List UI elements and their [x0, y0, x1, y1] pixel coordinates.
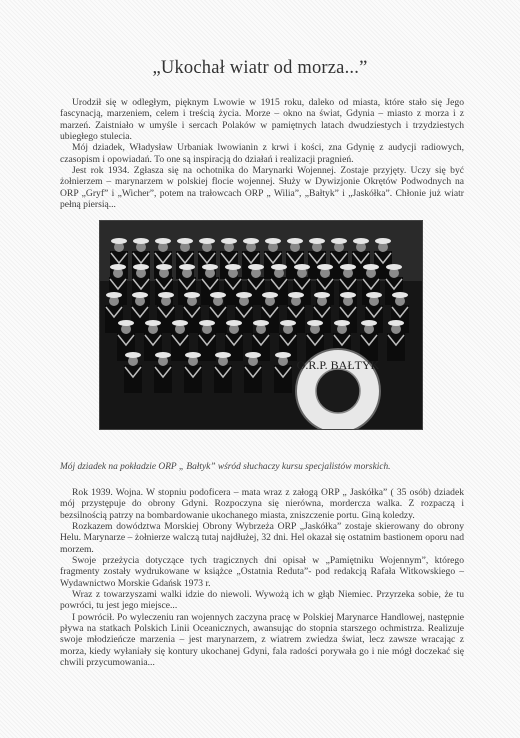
- paragraph: Jest rok 1934. Zgłasza się na ochotnika do Marynarki Wojennej. Zostaje przyjęty. Uczy się być żołnierzem – marynarzem w polskiej flocie wojennej. Służy w Dywizjonie Okrętów Podwodnych na ORP „Gryf” i „Wicher”, potem na trałowcach ORP „ Wilia”, „Bałtyk” i „Jaskółka”. Chłonie już wiatr pełną piersią...: [60, 165, 464, 211]
- crew-photo-illustration: [100, 221, 422, 429]
- sailor-cap: [155, 238, 171, 244]
- sailor-cap: [185, 352, 201, 358]
- sailor-cap: [210, 292, 226, 298]
- sailor-cap: [106, 292, 122, 298]
- story-text-block: [60, 487, 464, 669]
- sailor-cap: [386, 264, 402, 270]
- sailor-cap: [314, 292, 330, 298]
- paragraph: Rozkazem dowództwa Morskiej Obrony Wybrzeża ORP „Jaskółka” zostaje skierowany do obrony Helu. Marynarze – żołnierze walczą tutaj najdłużej, 32 dni. Hel okazał się ostatnim bastionem oporu nad morzem.: [60, 521, 464, 555]
- intro-text-block: [60, 97, 464, 210]
- sailor-cap: [248, 264, 264, 270]
- sailor-cap: [288, 292, 304, 298]
- sailor-cap: [280, 320, 296, 326]
- sailor-cap: [145, 320, 161, 326]
- sailor-cap: [392, 292, 408, 298]
- paragraph: Mój dziadek, Władysław Urbaniak lwowianin z krwi i kości, zna Gdynię z audycji radiowych, czasopism i opowiadań. To one są inspiracją do działań i realizacji pragnień.: [60, 142, 464, 165]
- sailor-cap: [156, 264, 172, 270]
- sailor-cap: [353, 238, 369, 244]
- sailor-cap: [253, 320, 269, 326]
- sailor-cap: [236, 292, 252, 298]
- sailor-cap: [155, 352, 171, 358]
- sailor-cap: [132, 292, 148, 298]
- sailor-cap: [179, 264, 195, 270]
- sailor-cap: [287, 238, 303, 244]
- sailor-cap: [111, 238, 127, 244]
- crew-photograph: [99, 220, 423, 430]
- sailor-cap: [225, 264, 241, 270]
- sailor-cap: [221, 238, 237, 244]
- sailor-cap: [334, 320, 350, 326]
- sailor-cap: [125, 352, 141, 358]
- sailor-cap: [110, 264, 126, 270]
- photo-caption: Mój dziadek na pokładzie ORP „ Bałtyk” wśród słuchaczy kursu specjalistów morskich.: [60, 462, 391, 472]
- sailor-cap: [275, 352, 291, 358]
- sailor-cap: [202, 264, 218, 270]
- sailor-cap: [243, 238, 259, 244]
- sailor-cap: [177, 238, 193, 244]
- sailor-cap: [158, 292, 174, 298]
- sailor-cap: [133, 264, 149, 270]
- sailor-cap: [331, 238, 347, 244]
- sailor-cap: [363, 264, 379, 270]
- sailor-cap: [226, 320, 242, 326]
- sailor-cap: [307, 320, 323, 326]
- sailor-cap: [271, 264, 287, 270]
- paragraph: Rok 1939. Wojna. W stopniu podoficera – mata wraz z załogą ORP „ Jaskółka” ( 35 osób) dziadek mój przystępuje do obrony Gdyni. Rozpoczyna się nierówna, mordercza walka. Z rozpaczą i bezsilnością patrzy na bombardowanie ukochanego miasta, zniszczenie portu. Giną koledzy.: [60, 487, 464, 521]
- paragraph: Urodził się w odległym, pięknym Lwowie w 1915 roku, daleko od miasta, które stało się Jego fascynacją, marzeniem, celem i treścią życia. Morze – okno na świat, Gdynia – miasto z morza i z marzeń. Zaistniało w umyśle i sercach Polaków w pamiętnych latach dwudziestych i trzydziestych ubiegłego stulecia.: [60, 97, 464, 143]
- sailor-cap: [262, 292, 278, 298]
- page-title: „Ukochał wiatr od morza...”: [152, 58, 368, 78]
- sailor-cap: [317, 264, 333, 270]
- sailor-cap: [309, 238, 325, 244]
- sailor-cap: [265, 238, 281, 244]
- lifebuoy: [296, 349, 380, 429]
- sailor-cap: [366, 292, 382, 298]
- sailor-cap: [361, 320, 377, 326]
- sailor-cap: [199, 238, 215, 244]
- paragraph: Swoje przeżycia dotyczące tych tragicznych dni opisał w „Pamiętniku Wojennym”, którego fragmenty zostały wydrukowane w książce „Ostatnia Reduta”- pod redakcją Rafała Witkowskiego – Wydawnictwo Morskie Gdańsk 1973 r.: [60, 555, 464, 589]
- sailor-cap: [375, 238, 391, 244]
- paragraph: I powrócił. Po wyleczeniu ran wojennych zaczyna pracę w Polskiej Marynarce Handlowej, następnie pływa na statkach Polskich Linii Oceanicznych, awansując do stopnia starszego ochmistrza. Realizuje swoje młodzieńcze marzenia – jest marynarzem, z wiatrem zwiedza świat, lecz zawsze wracając z morza, kiedy wyłaniały się kontury ukochanej Gdyni, fala radości porywała go i nie mógł doczekać się chwili przycumowania...: [60, 611, 464, 669]
- sailor-cap: [340, 292, 356, 298]
- sailor-cap: [199, 320, 215, 326]
- sailor-cap: [184, 292, 200, 298]
- sailor-cap: [245, 352, 261, 358]
- sailor-cap: [118, 320, 134, 326]
- sailor-cap: [294, 264, 310, 270]
- sailor-cap: [133, 238, 149, 244]
- sailor-cap: [340, 264, 356, 270]
- sailor-cap: [172, 320, 188, 326]
- sailor-cap: [388, 320, 404, 326]
- sailor-cap: [215, 352, 231, 358]
- paragraph: Wraz z towarzyszami walki idzie do niewoli. Wywożą ich w głąb Niemiec. Przyrzeka sobie, że tu powróci, tu jest jego miejsce...: [60, 589, 464, 612]
- lifebuoy-text: O.R.P. BAŁTYK: [296, 358, 380, 372]
